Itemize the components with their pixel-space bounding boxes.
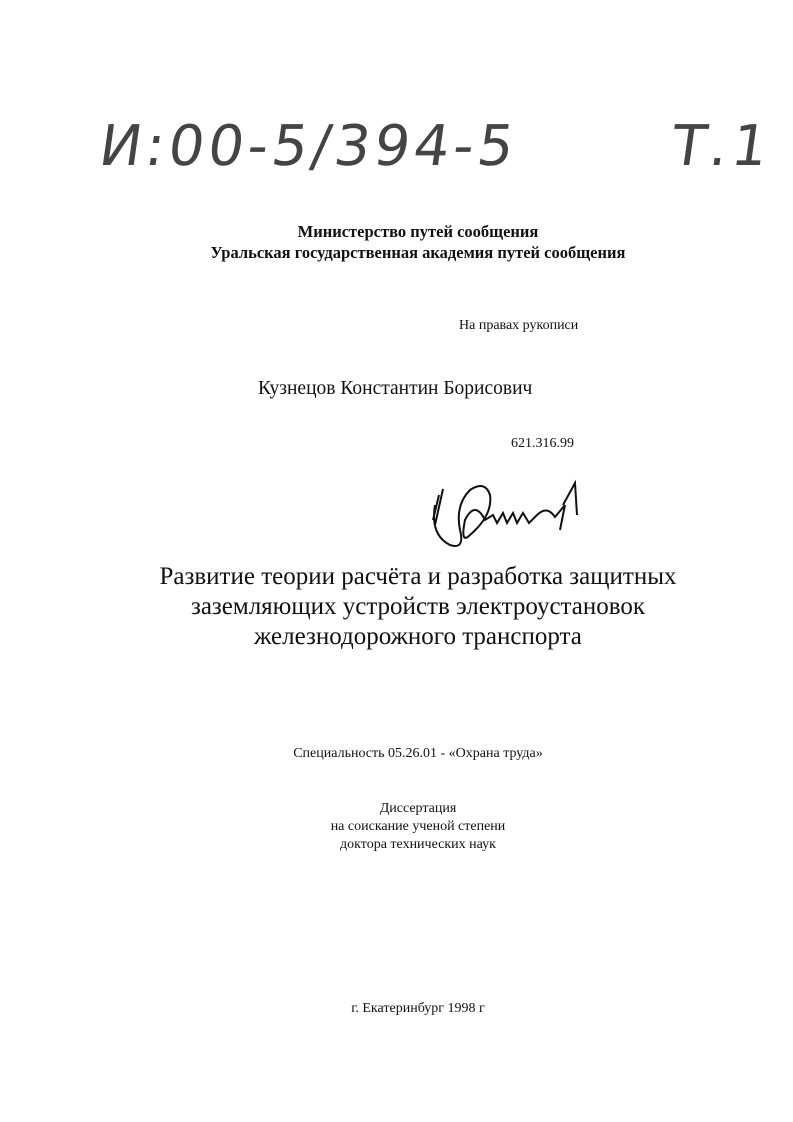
degree-line-1: Диссертация [379,801,457,816]
handwritten-volume: Т.1 [667,114,777,179]
place-year: г. Екатеринбург 1998 г [351,1001,485,1016]
handwritten-catalog-number: И:00-5/394-5 [95,114,523,179]
title-line-1: Развитие теории расчёта и разработка защитных [159,563,677,590]
author-name: Кузнецов Константин Борисович [258,378,533,399]
author-signature [425,475,590,555]
academy-heading: Уральская государственная академия путей сообщения [210,243,626,262]
specialty: Специальность 05.26.01 - «Охрана труда» [293,746,543,761]
udc-code: 621.316.99 [511,436,574,451]
ministry-heading: Министерство путей сообщения [297,222,539,241]
manuscript-note: На правах рукописи [459,318,579,333]
title-line-3: железнодорожного транспорта [254,623,582,650]
degree-line-3: доктора технических наук [340,837,496,852]
degree-line-2: на соискание ученой степени [330,819,506,834]
title-line-2: заземляющих устройств электроустановок [190,593,646,620]
